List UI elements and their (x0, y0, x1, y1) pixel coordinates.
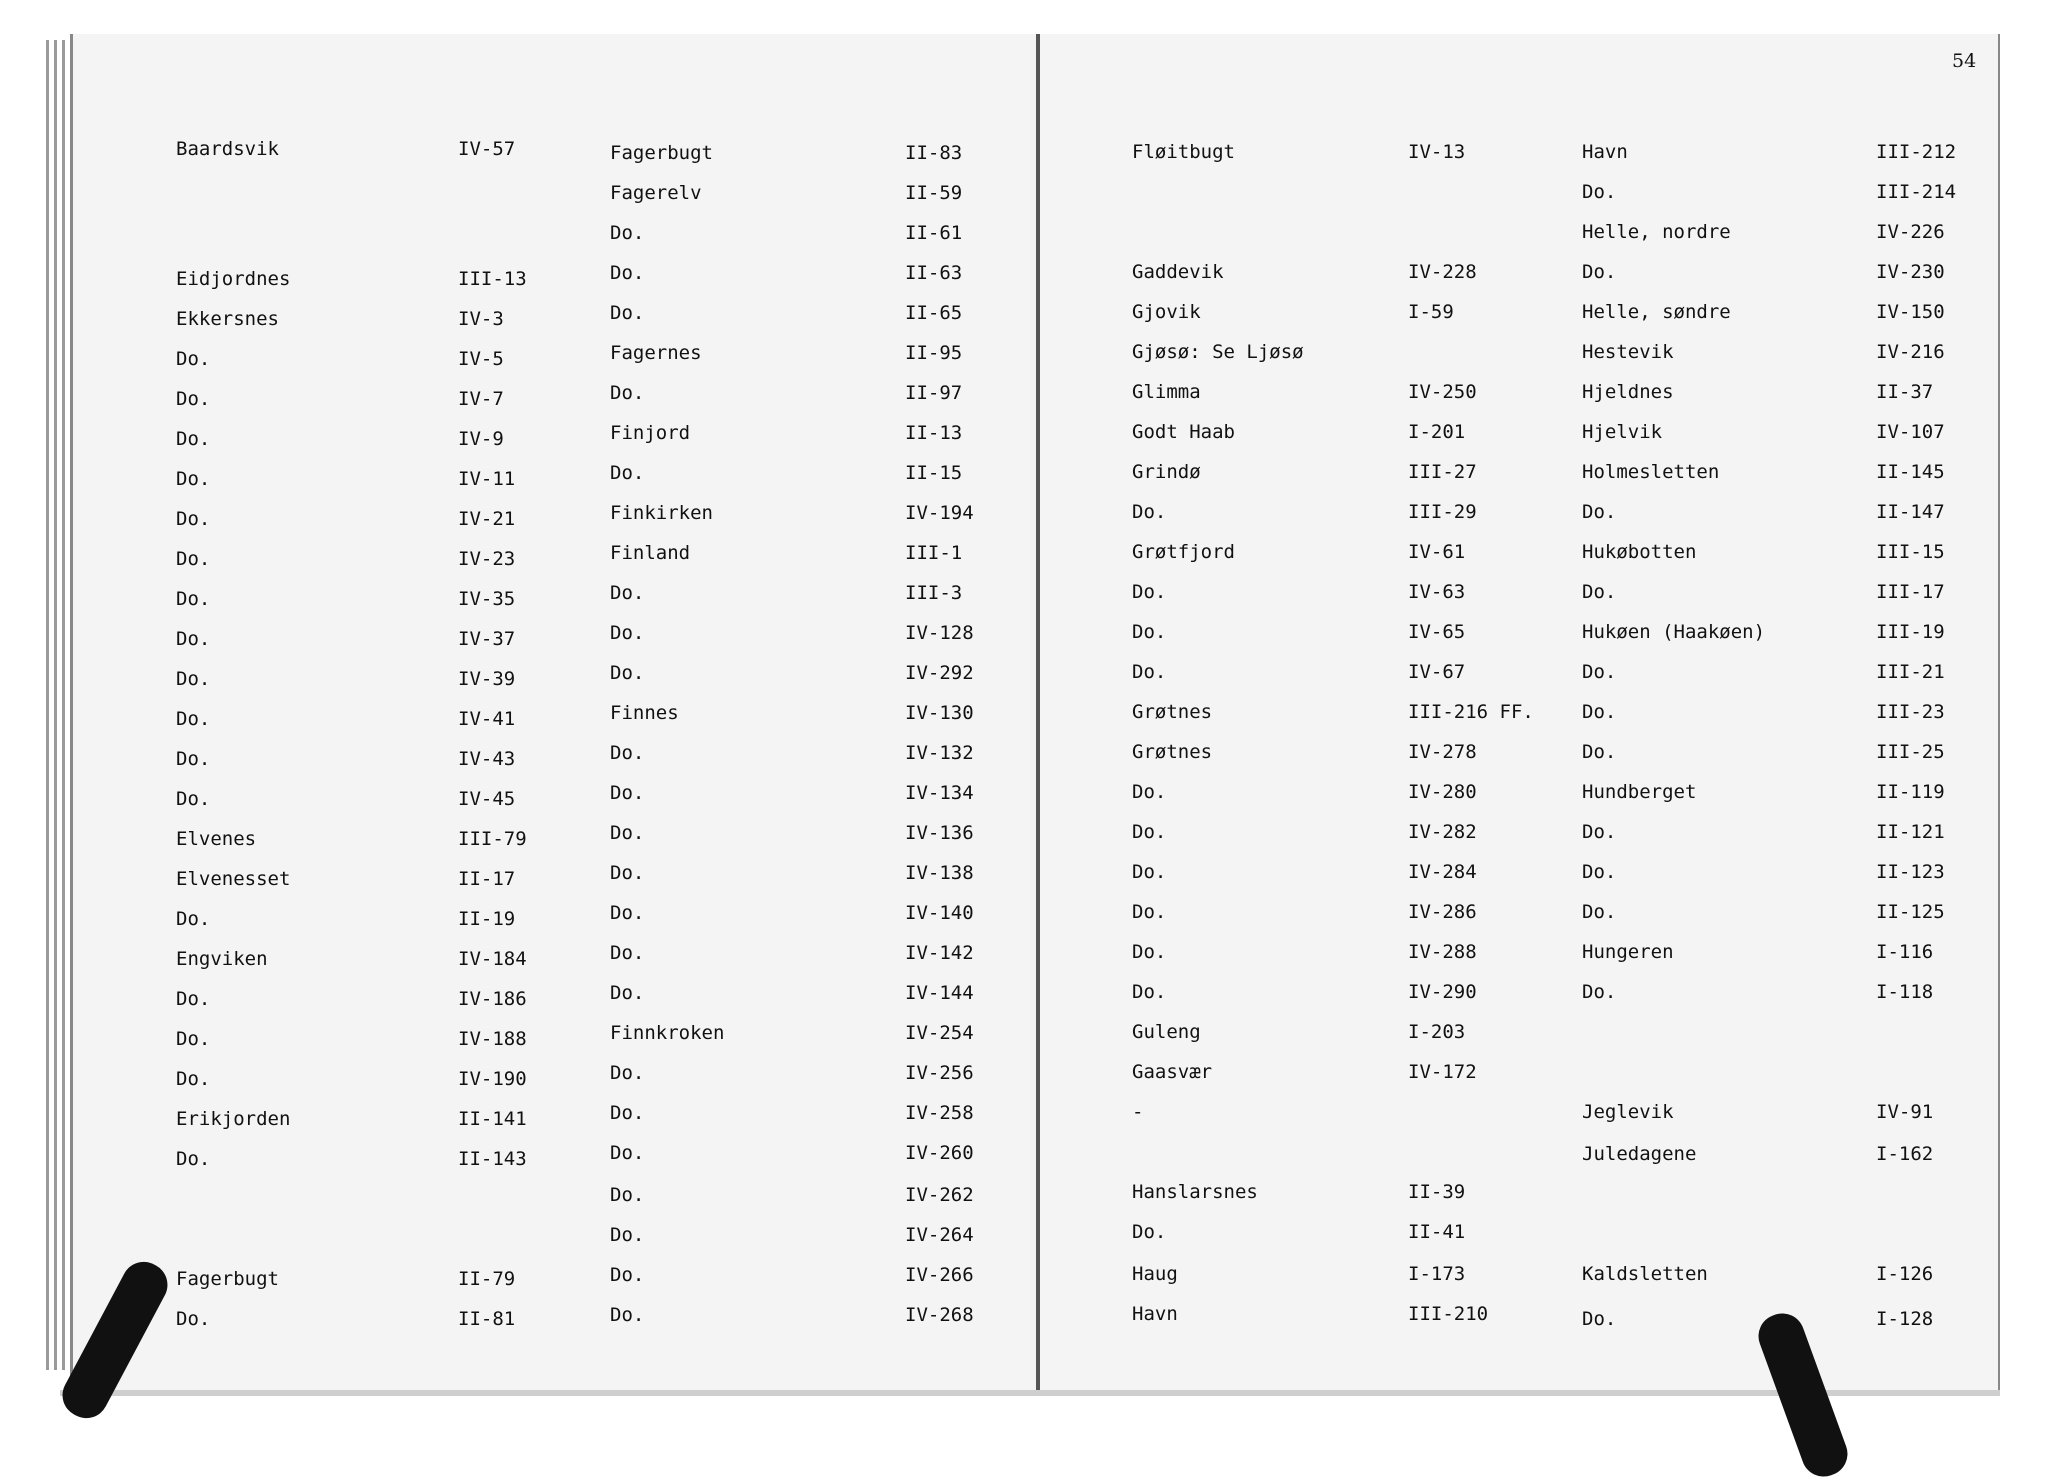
entry-name: Finnes (610, 702, 679, 724)
left-page (70, 34, 1041, 1394)
entry-name: Baardsvik (176, 138, 279, 160)
entry-name: Do. (1132, 621, 1167, 643)
entry-name: Elvenes (176, 828, 257, 850)
entry-reference: I-162 (1876, 1143, 1934, 1165)
entry-reference: III-21 (1876, 661, 1945, 683)
entry-name: Do. (610, 982, 645, 1004)
entry-reference: I-173 (1408, 1263, 1466, 1285)
entry-name: Do. (176, 788, 211, 810)
entry-name: Do. (1582, 701, 1617, 723)
entry-reference: III-1 (905, 542, 963, 564)
entry-reference: I-203 (1408, 1021, 1466, 1043)
entry-reference: IV-280 (1408, 781, 1477, 803)
entry-name: Hungeren (1582, 941, 1674, 963)
entry-name: Do. (176, 548, 211, 570)
entry-reference: II-79 (458, 1268, 516, 1290)
entry-reference: IV-228 (1408, 261, 1477, 283)
entry-name: Do. (610, 1142, 645, 1164)
entry-reference: IV-266 (905, 1264, 974, 1286)
entry-name: Do. (1582, 261, 1617, 283)
entry-reference: II-37 (1876, 381, 1934, 403)
entry-name: Do. (176, 1028, 211, 1050)
entry-reference: IV-9 (458, 428, 504, 450)
entry-reference: IV-5 (458, 348, 504, 370)
entry-name: Do. (1132, 901, 1167, 923)
entry-name: Do. (1132, 501, 1167, 523)
entry-name: Kaldsletten (1582, 1263, 1708, 1285)
entry-reference: III-13 (458, 268, 527, 290)
entry-reference: IV-57 (458, 138, 516, 160)
entry-reference: II-121 (1876, 821, 1945, 843)
entry-reference: IV-262 (905, 1184, 974, 1206)
entry-reference: II-19 (458, 908, 516, 930)
entry-name: Do. (176, 748, 211, 770)
entry-reference: IV-39 (458, 668, 516, 690)
entry-name: Do. (1132, 1221, 1167, 1243)
entry-reference: IV-128 (905, 622, 974, 644)
entry-name: Do. (1582, 501, 1617, 523)
entry-reference: II-61 (905, 222, 963, 244)
entry-reference: IV-216 (1876, 341, 1945, 363)
entry-name: Do. (610, 382, 645, 404)
page-bottom-edge (60, 1390, 2000, 1396)
book-spine (1036, 34, 1040, 1394)
entry-name: Havn (1582, 141, 1628, 163)
entry-name: Gjovik (1132, 301, 1201, 323)
page-number: 54 (1952, 50, 1977, 72)
entry-name: Holmesletten (1582, 461, 1720, 483)
entry-reference: IV-194 (905, 502, 974, 524)
entry-reference: IV-226 (1876, 221, 1945, 243)
entry-name: Do. (610, 1102, 645, 1124)
entry-reference: II-141 (458, 1108, 527, 1130)
entry-name: Do. (1132, 941, 1167, 963)
entry-name: Do. (176, 388, 211, 410)
entry-name: Grøtfjord (1132, 541, 1235, 563)
entry-reference: IV-138 (905, 862, 974, 884)
entry-name: Do. (1132, 661, 1167, 683)
entry-name: Fagerbugt (176, 1268, 279, 1290)
entry-reference: IV-150 (1876, 301, 1945, 323)
entry-name: Do. (176, 708, 211, 730)
entry-reference: IV-63 (1408, 581, 1466, 603)
entry-reference: IV-282 (1408, 821, 1477, 843)
entry-reference: IV-184 (458, 948, 527, 970)
entry-reference: I-116 (1876, 941, 1934, 963)
entry-reference: II-143 (458, 1148, 527, 1170)
entry-reference: IV-144 (905, 982, 974, 1004)
entry-name: Fløitbugt (1132, 141, 1235, 163)
entry-name: Do. (1582, 181, 1617, 203)
entry-name: Hjeldnes (1582, 381, 1674, 403)
entry-reference: IV-188 (458, 1028, 527, 1050)
entry-name: Do. (176, 668, 211, 690)
entry-reference: IV-13 (1408, 141, 1466, 163)
entry-name: Do. (610, 822, 645, 844)
entry-name: Do. (1132, 861, 1167, 883)
entry-reference: III-3 (905, 582, 963, 604)
entry-reference: III-214 (1876, 181, 1957, 203)
entry-reference: IV-292 (905, 662, 974, 684)
entry-name: Fagernes (610, 342, 702, 364)
entry-reference: IV-67 (1408, 661, 1466, 683)
entry-name: Godt Haab (1132, 421, 1235, 443)
entry-name: Grøtnes (1132, 741, 1213, 763)
entry-name: Do. (1582, 581, 1617, 603)
entry-name: Helle, nordre (1582, 221, 1731, 243)
entry-reference: III-29 (1408, 501, 1477, 523)
entry-reference: IV-278 (1408, 741, 1477, 763)
entry-reference: IV-45 (458, 788, 516, 810)
entry-name: Do. (1132, 981, 1167, 1003)
entry-reference: IV-134 (905, 782, 974, 804)
entry-reference: I-118 (1876, 981, 1934, 1003)
entry-name: Erikjorden (176, 1108, 291, 1130)
entry-reference: IV-230 (1876, 261, 1945, 283)
entry-reference: IV-140 (905, 902, 974, 924)
entry-name: Do. (610, 662, 645, 684)
entry-reference: IV-136 (905, 822, 974, 844)
entry-reference: IV-107 (1876, 421, 1945, 443)
entry-name: Finnkroken (610, 1022, 725, 1044)
entry-name: Do. (610, 942, 645, 964)
entry-name: Do. (610, 462, 645, 484)
entry-reference: IV-41 (458, 708, 516, 730)
entry-reference: IV-186 (458, 988, 527, 1010)
entry-name: Do. (610, 782, 645, 804)
entry-name: Do. (1132, 781, 1167, 803)
entry-name: Jeglevik (1582, 1101, 1674, 1123)
entry-reference: IV-264 (905, 1224, 974, 1246)
entry-name: Elvenesset (176, 868, 291, 890)
entry-name: Do. (1582, 741, 1617, 763)
entry-name: Do. (610, 742, 645, 764)
entry-name: Havn (1132, 1303, 1178, 1325)
entry-name: Do. (1582, 901, 1617, 923)
entry-reference: IV-3 (458, 308, 504, 330)
entry-reference: II-83 (905, 142, 963, 164)
entry-reference: II-15 (905, 462, 963, 484)
entry-name: Finland (610, 542, 691, 564)
entry-reference: II-63 (905, 262, 963, 284)
entry-reference: II-59 (905, 182, 963, 204)
entry-name: Ekkersnes (176, 308, 279, 330)
entry-reference: IV-260 (905, 1142, 974, 1164)
entry-reference: III-27 (1408, 461, 1477, 483)
entry-reference: II-119 (1876, 781, 1945, 803)
entry-reference: III-23 (1876, 701, 1945, 723)
entry-reference: IV-172 (1408, 1061, 1477, 1083)
entry-name: Juledagene (1582, 1143, 1697, 1165)
entry-reference: IV-130 (905, 702, 974, 724)
entry-name: Hukøen (Haakøen) (1582, 621, 1766, 643)
entry-name: Do. (176, 468, 211, 490)
entry-name: Gaddevik (1132, 261, 1224, 283)
entry-name: Do. (1582, 821, 1617, 843)
entry-name: Hukøbotten (1582, 541, 1697, 563)
entry-reference: III-210 (1408, 1303, 1489, 1325)
entry-name: Do. (176, 428, 211, 450)
entry-name: Engviken (176, 948, 268, 970)
entry-reference: II-145 (1876, 461, 1945, 483)
entry-name: - (1132, 1101, 1144, 1123)
entry-name: Grindø (1132, 461, 1201, 483)
entry-reference: IV-142 (905, 942, 974, 964)
entry-reference: III-17 (1876, 581, 1945, 603)
entry-name: Hjelvik (1582, 421, 1663, 443)
entry-reference: II-97 (905, 382, 963, 404)
entry-reference: IV-254 (905, 1022, 974, 1044)
entry-reference: II-13 (905, 422, 963, 444)
entry-reference: II-123 (1876, 861, 1945, 883)
entry-reference: IV-256 (905, 1062, 974, 1084)
entry-name: Do. (1582, 1308, 1617, 1330)
entry-reference: IV-288 (1408, 941, 1477, 963)
entry-name: Do. (176, 348, 211, 370)
entry-reference: II-65 (905, 302, 963, 324)
entry-reference: IV-11 (458, 468, 516, 490)
entry-reference: III-79 (458, 828, 527, 850)
entry-reference: I-201 (1408, 421, 1466, 443)
entry-reference: IV-43 (458, 748, 516, 770)
entry-reference: IV-190 (458, 1068, 527, 1090)
entry-name: Glimma (1132, 381, 1201, 403)
entry-reference: IV-23 (458, 548, 516, 570)
entry-name: Do. (610, 1264, 645, 1286)
entry-name: Hundberget (1582, 781, 1697, 803)
entry-name: Helle, søndre (1582, 301, 1731, 323)
entry-reference: IV-250 (1408, 381, 1477, 403)
entry-name: Do. (1582, 661, 1617, 683)
entry-reference: II-17 (458, 868, 516, 890)
entry-reference: IV-132 (905, 742, 974, 764)
entry-name: Do. (610, 1304, 645, 1326)
entry-name: Do. (610, 1062, 645, 1084)
entry-name: Do. (176, 1148, 211, 1170)
entry-reference: II-95 (905, 342, 963, 364)
entry-reference: II-81 (458, 1308, 516, 1330)
entry-name: Do. (1582, 981, 1617, 1003)
entry-name: Do. (176, 988, 211, 1010)
entry-name: Hestevik (1582, 341, 1674, 363)
entry-name: Do. (176, 908, 211, 930)
entry-name: Grøtnes (1132, 701, 1213, 723)
entry-reference: III-216 FF. (1408, 701, 1534, 723)
entry-name: Hanslarsnes (1132, 1181, 1258, 1203)
entry-name: Do. (176, 628, 211, 650)
entry-reference: IV-284 (1408, 861, 1477, 883)
entry-name: Do. (176, 588, 211, 610)
entry-reference: IV-61 (1408, 541, 1466, 563)
entry-name: Haug (1132, 1263, 1178, 1285)
entry-name: Do. (610, 902, 645, 924)
entry-name: Do. (176, 1068, 211, 1090)
entry-name: Do. (1132, 581, 1167, 603)
entry-name: Do. (610, 582, 645, 604)
entry-name: Guleng (1132, 1021, 1201, 1043)
entry-reference: II-41 (1408, 1221, 1466, 1243)
entry-name: Do. (1132, 821, 1167, 843)
entry-name: Do. (610, 222, 645, 244)
entry-reference: IV-7 (458, 388, 504, 410)
entry-reference: I-128 (1876, 1308, 1934, 1330)
entry-name: Finjord (610, 422, 691, 444)
entry-name: Do. (610, 262, 645, 284)
entry-reference: III-15 (1876, 541, 1945, 563)
entry-reference: IV-91 (1876, 1101, 1934, 1123)
entry-reference: III-19 (1876, 621, 1945, 643)
entry-name: Do. (610, 1184, 645, 1206)
entry-reference: II-39 (1408, 1181, 1466, 1203)
entry-reference: IV-65 (1408, 621, 1466, 643)
entry-reference: III-25 (1876, 741, 1945, 763)
entry-name: Fagerbugt (610, 142, 713, 164)
entry-name: Do. (176, 1308, 211, 1330)
entry-reference: IV-37 (458, 628, 516, 650)
entry-name: Do. (610, 862, 645, 884)
entry-name: Do. (610, 302, 645, 324)
entry-reference: I-59 (1408, 301, 1454, 323)
entry-reference: IV-268 (905, 1304, 974, 1326)
entry-reference: IV-258 (905, 1102, 974, 1124)
entry-reference: IV-21 (458, 508, 516, 530)
entry-name: Do. (610, 622, 645, 644)
entry-reference: IV-290 (1408, 981, 1477, 1003)
entry-name: Finkirken (610, 502, 713, 524)
entry-reference: IV-35 (458, 588, 516, 610)
entry-reference: II-147 (1876, 501, 1945, 523)
entry-name: Do. (1582, 861, 1617, 883)
entry-reference: III-212 (1876, 141, 1957, 163)
entry-reference: II-125 (1876, 901, 1945, 923)
entry-name: Do. (176, 508, 211, 530)
entry-name: Do. (610, 1224, 645, 1246)
entry-name: Gaasvær (1132, 1061, 1213, 1083)
entry-name: Fagerelv (610, 182, 702, 204)
entry-name: Eidjordnes (176, 268, 291, 290)
entry-name: Gjøsø: Se Ljøsø (1132, 341, 1304, 363)
entry-reference: I-126 (1876, 1263, 1934, 1285)
entry-reference: IV-286 (1408, 901, 1477, 923)
